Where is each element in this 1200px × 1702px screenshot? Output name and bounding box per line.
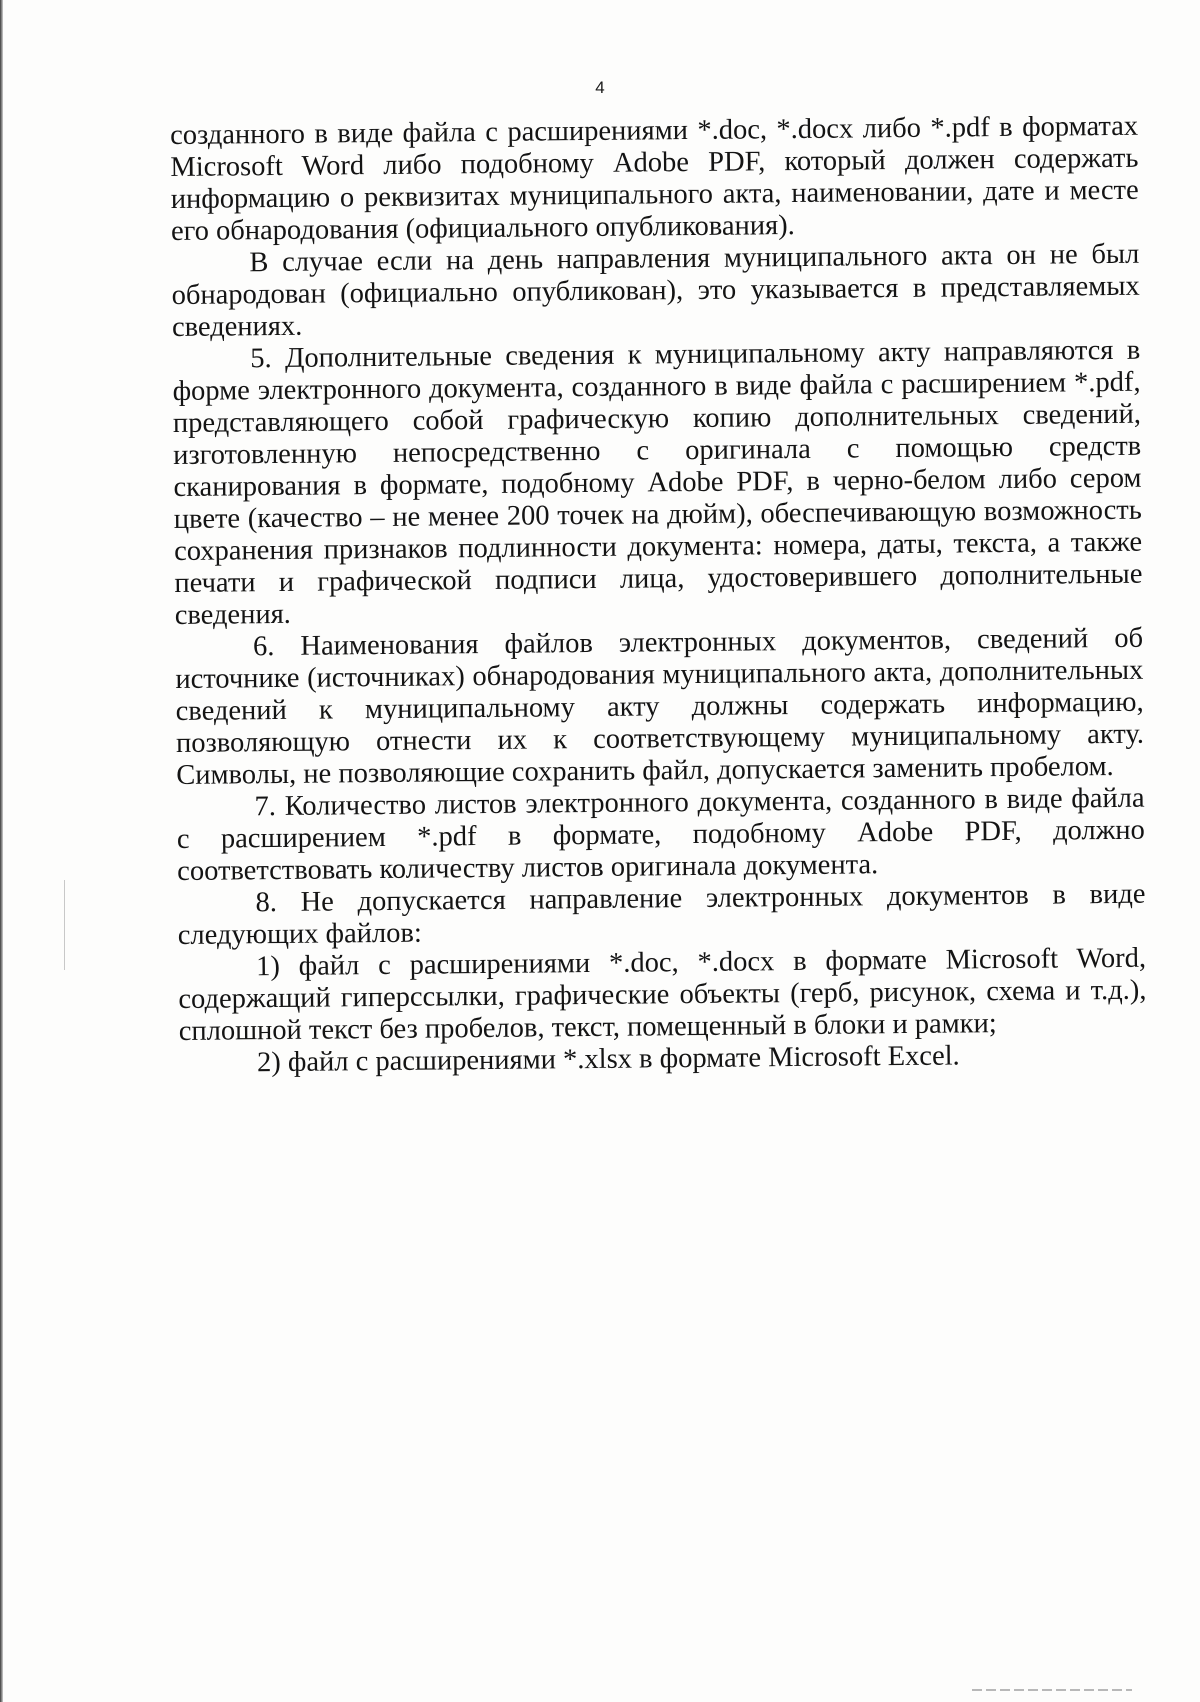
document-body <box>170 111 1147 1080</box>
scan-left-edge <box>0 0 3 1702</box>
scan-artifact-line <box>64 880 65 970</box>
paragraph-continuation: созданного в виде файла с расширениями *.doc, *.docx либо *.pdf в форматах Microsoft Word либо подобному Adobe PDF, который должен содержать информацию о реквизитах муниципального акта, наименовании, дате и месте его обнародования (официального опубликования). <box>170 110 1139 247</box>
scan-artifact-bottom <box>972 1689 1132 1691</box>
paragraph-item-7: 7. Количество листов электронного документа, созданного в виде файла с расширением *.pdf в формате, подобному Adobe PDF, должно соответствовать количеству листов оригинала документа. <box>176 782 1146 887</box>
page-number: 4 <box>595 78 605 97</box>
paragraph-item-6: 6. Наименования файлов электронных документов, сведений об источнике (источниках) обнародования муниципального акта, дополнительных сведений к муниципальному акту должны содержать информацию, позволяющую отнести их к соответствующему муниципальному акту. Символы, не позволяющие сохранить файл, допускается заменить пробелом. <box>175 622 1145 791</box>
paragraph-subitem-1: 1) файл с расширениями *.doc, *.docx в формате Microsoft Word, содержащий гиперссылки, графические объекты (герб, рисунок, схема и т.д.), сплошной текст без пробелов, текст, помещенный в блоки и рамки; <box>178 942 1147 1047</box>
paragraph-item-5: 5. Дополнительные сведения к муниципальному акту направляются в форме электронного документа, созданного в виде файла с расширением *.pdf, представляющего собой графическую копию дополнительных сведений, изготовленную непосредственно с оригинала с помощью средств сканирования в формате, подобному Adobe PDF, в черно-белом либо сером цвете (качество – не менее 200 точек на дюйм), обеспечивающую возможность сохранения признаков подлинности документа: номера, даты, текста, а также печати и графической подписи лица, удостоверившего дополнительные сведения. <box>172 334 1143 631</box>
paragraph-item-8: 8. Не допускается направление электронных документов в виде следующих файлов: <box>177 878 1146 951</box>
paragraph-not-published: В случае если на день направления муниципального акта он не был обнародован (официально опубликован), это указывается в представляемых сведениях. <box>171 238 1140 343</box>
paragraph-subitem-2: 2) файл с расширениями *.xlsx в формате Microsoft Excel. <box>256 1040 960 1079</box>
